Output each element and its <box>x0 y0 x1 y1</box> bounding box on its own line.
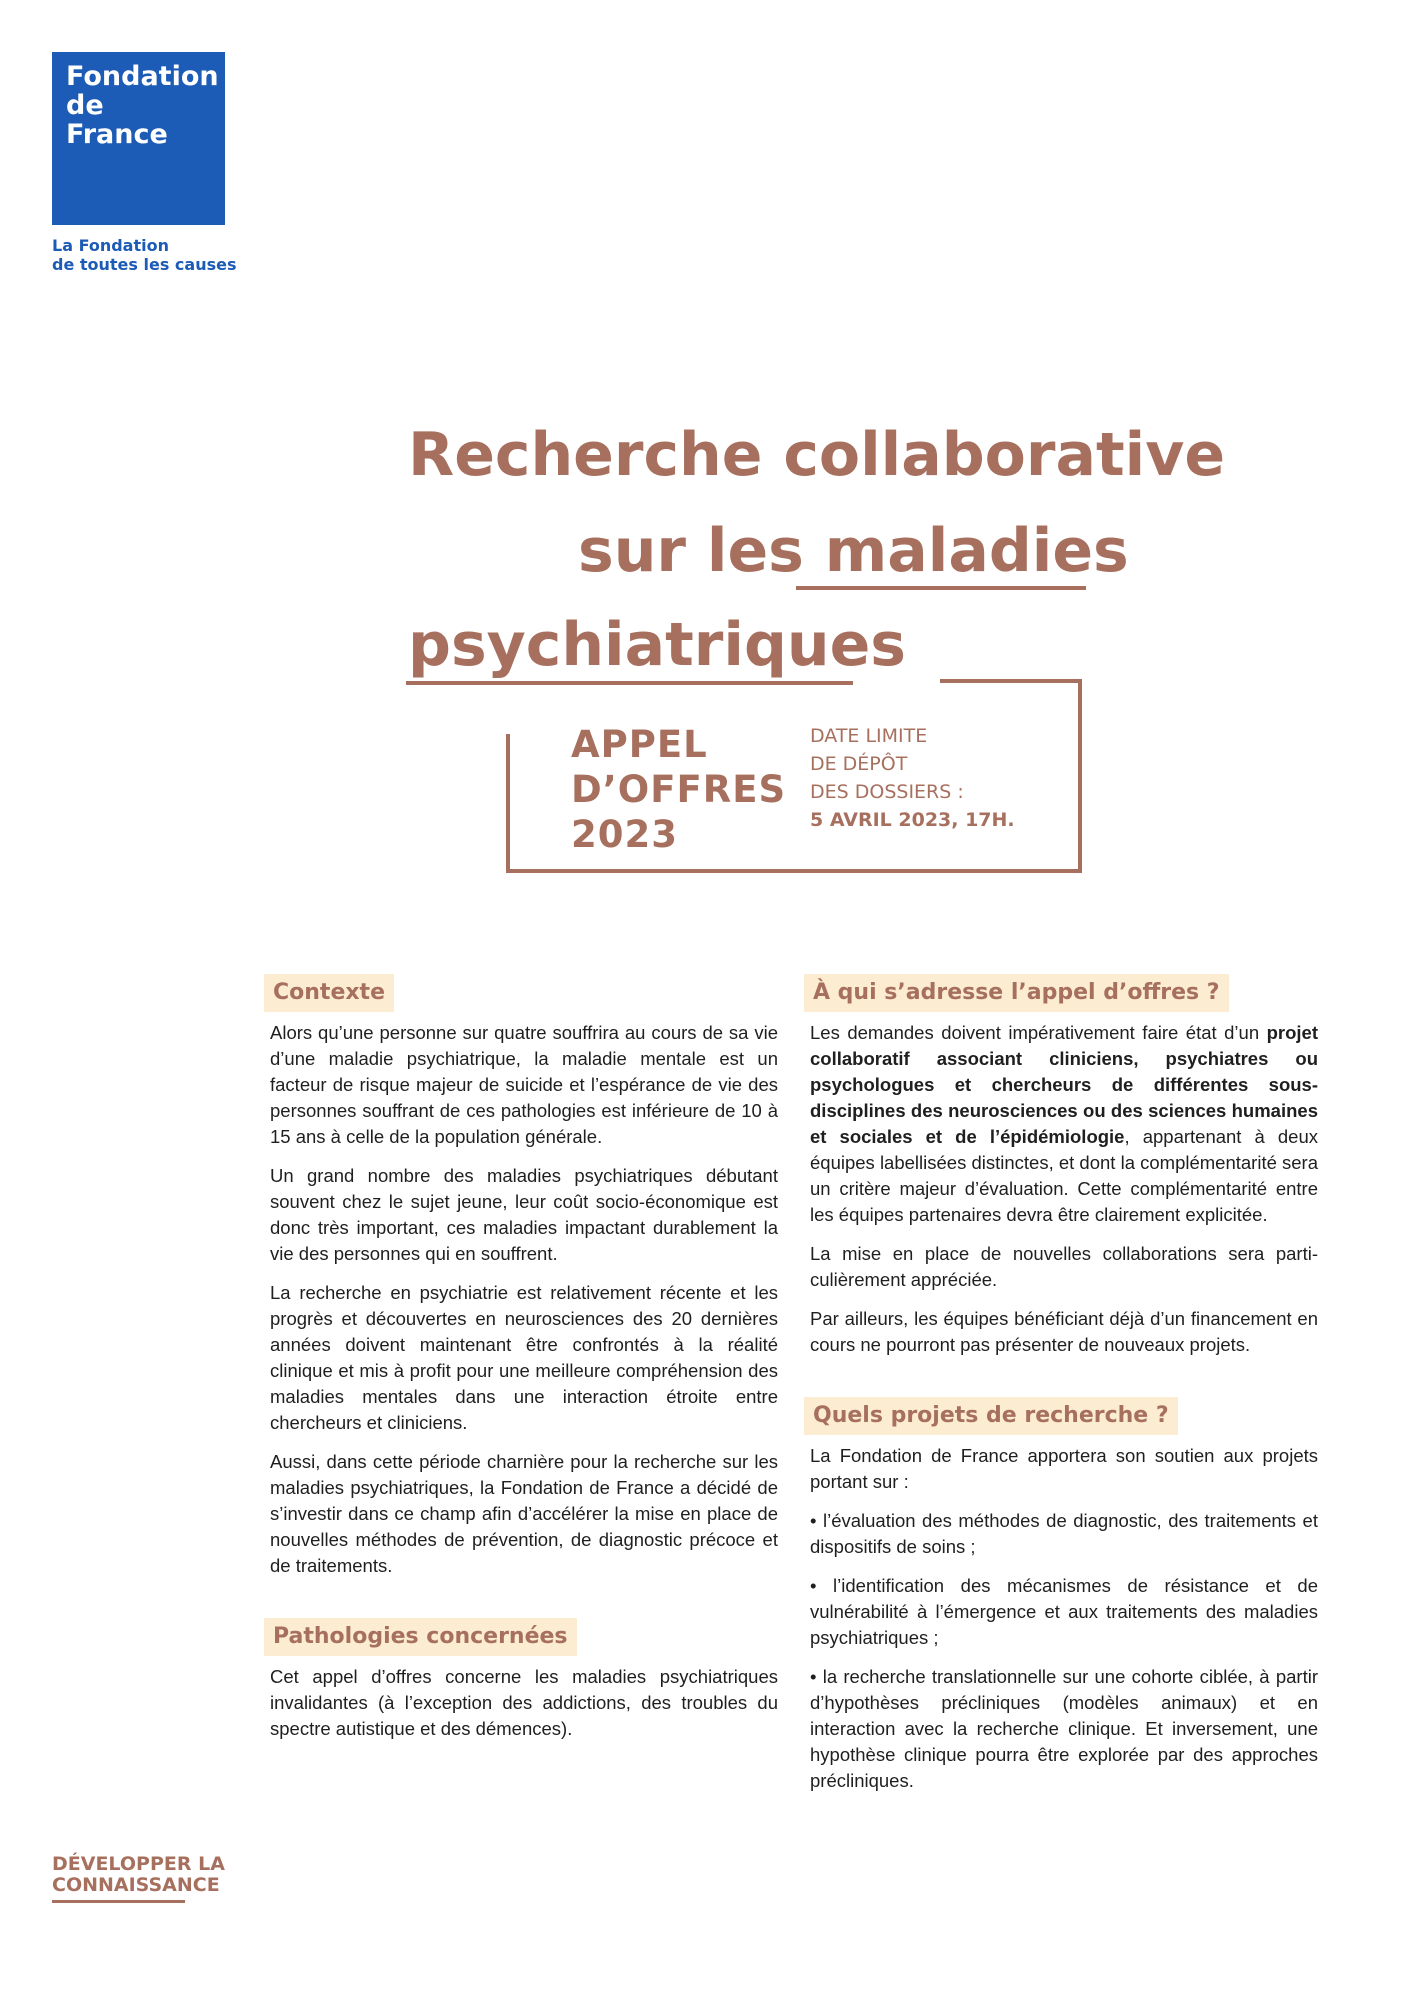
deadline-line: DES DOSSIERS : <box>810 781 964 803</box>
frame-top-right <box>940 679 1082 683</box>
audience-paragraph: Par ailleurs, les équipes bénéficiant déjà d’un financement en cours ne pourront pas présenter de nouveaux projets. <box>810 1308 1318 1355</box>
page-title-line-2: sur les maladies <box>578 516 1129 586</box>
pathologies-paragraph: Cet appel d’offres concerne les maladies psychiatriques invalidantes (à l’exception des addictions, des troubles du spectre autistique et des démences). <box>270 1666 778 1739</box>
footer-underline <box>52 1900 185 1903</box>
projects-list-item: • la recherche translationnelle sur une cohorte ciblée, à partir d’hypothèses précliniques (modèles animaux) et en interaction avec la recherche clinique. Et inversement, une hypothèse clinique pourra être explorée par des approches précliniques. <box>810 1666 1318 1791</box>
page-title-line-1: Recherche collaborative <box>408 420 1226 490</box>
contexte-paragraph: Un grand nombre des maladies psychiatriques débutant souvent chez le sujet jeune, leur coût socio-économique est donc très important, ces maladies impactant durablement la vie des personnes qui en souffrent. <box>270 1165 778 1264</box>
section-title-pathologies: Pathologies concernées <box>264 1618 577 1656</box>
projects-list-item: • l’identification des mécanismes de résistance et de vulnérabilité à l’émergence et aux traitements des maladies psychiatriques ; <box>810 1575 1318 1648</box>
audience-text: Les demandes doivent impérativement faire état d’un <box>810 1022 1267 1043</box>
title-underline-psychiatriques <box>406 681 853 685</box>
tagline-line: de toutes les causes <box>52 255 237 274</box>
audience-text: , appartenant à deux équipes labellisées distinctes, et dont la complémentarité sera un critère majeur d’évaluation. Cette complémentarité entre les équipes partenaires devra être clairement explicitée. <box>810 1126 1319 1225</box>
deadline-date: 5 AVRIL 2023, 17H. <box>810 809 1015 831</box>
logo-line: Fondation <box>66 61 219 92</box>
call-label-line: D’OFFRES <box>571 768 787 811</box>
left-column <box>270 974 778 1755</box>
title-underline-maladies <box>796 586 1086 590</box>
projects-list-item: • l’évaluation des méthodes de diagnostic, des traitements et dispositifs de soins ; <box>810 1510 1318 1557</box>
projects-intro: La Fondation de France apportera son soutien aux projets portant sur : <box>810 1445 1318 1492</box>
frame-right <box>1078 679 1082 873</box>
call-label <box>571 722 786 857</box>
section-title-projects: Quels projets de recherche ? <box>804 1397 1178 1435</box>
contexte-paragraph: La recherche en psychiatrie est relativement récente et les progrès et découvertes en neurosciences des 20 dernières années doivent maintenant être confrontés à la réalité clinique et mis à profit pour une meilleure compréhension des maladies mentales dans une interaction étroite entre chercheurs et cliniciens. <box>270 1282 778 1433</box>
call-label-line: 2023 <box>571 813 678 856</box>
fondation-de-france-logo <box>52 52 225 225</box>
logo-line: France <box>66 119 168 150</box>
audience-emphasis: projet collaboratif associant cliniciens, psychiatres ou psychologues et chercheurs de différentes sous-disciplines des neurosciences ou des sciences humaines et sociales et de l’épidémiologie <box>810 1022 1318 1147</box>
deadline-block <box>810 722 1015 834</box>
deadline-line: DE DÉPÔT <box>810 753 908 775</box>
section-title-audience: À qui s’adresse l’appel d’offres ? <box>804 974 1229 1012</box>
right-column <box>810 974 1318 1807</box>
section-title-contexte: Contexte <box>264 974 394 1012</box>
footer-line: DÉVELOPPER LA <box>52 1853 225 1875</box>
audience-paragraph <box>810 1020 1318 1228</box>
brand-tagline <box>52 236 237 274</box>
logo-line: de <box>66 90 104 121</box>
tagline-line: La Fondation <box>52 236 169 255</box>
footer-line: CONNAISSANCE <box>52 1874 220 1896</box>
contexte-paragraph: Aussi, dans cette période charnière pour la recherche sur les maladies psychiatriques, la Fondation de France a décidé de s’investir dans ce champ afin d’accélérer la mise en place de nouvelles méthodes de prévention, de diagnostic précoce et de traitements. <box>270 1451 778 1576</box>
call-label-line: APPEL <box>571 723 708 766</box>
frame-left <box>506 734 510 873</box>
audience-paragraph: La mise en place de nouvelles collaborations sera particulièrement appréciée. <box>810 1243 1318 1290</box>
frame-bottom <box>506 869 1082 873</box>
contexte-paragraph: Alors qu’une personne sur quatre souffrira au cours de sa vie d’une maladie psychiatrique, la maladie mentale est un facteur de risque majeur de suicide et l’espérance de vie des personnes souffrant de ces pathologies est inférieure de 10 à 15 ans à celle de la population générale. <box>270 1022 778 1147</box>
deadline-line: DATE LIMITE <box>810 725 928 747</box>
page-title-line-3: psychiatriques <box>408 610 907 680</box>
footer-label <box>52 1854 225 1896</box>
